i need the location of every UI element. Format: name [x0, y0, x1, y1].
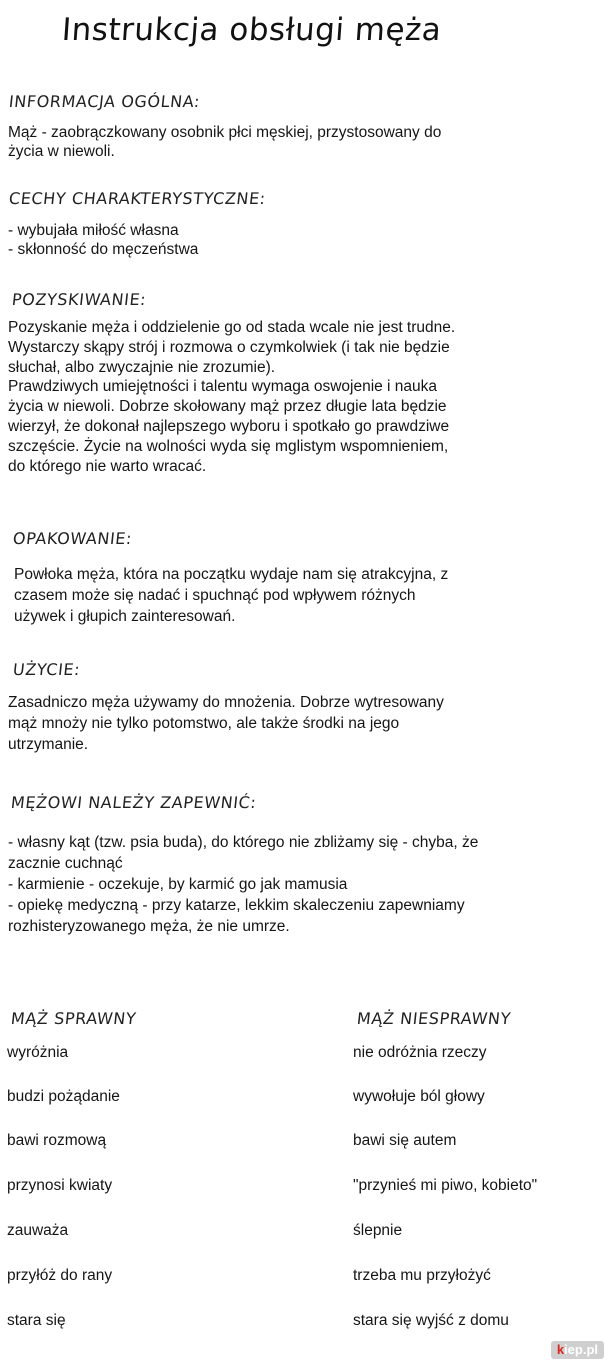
watermark-rest: iep.pl: [564, 1342, 598, 1357]
section-heading-opakowanie: OPAKOWANIE:: [12, 529, 134, 548]
section-text-zapewnic: [8, 832, 603, 937]
section-text-opakowanie: [14, 564, 609, 627]
comparison-right-cell: bawi się autem: [353, 1132, 457, 1149]
comparison-right-cell: "przynieś mi piwo, kobieto": [353, 1177, 538, 1194]
text-line: - skłonność do męczeństwa: [8, 241, 199, 258]
text-line: mąż mnoży nie tylko potomstwo, ale także środki na jego: [8, 715, 400, 732]
text-line: używek i głupich zainteresowań.: [14, 608, 236, 625]
comparison-row: [0, 1267, 610, 1287]
text-line: szczęście. Życie na wolności wyda się mglistym wspomnieniem,: [8, 437, 449, 455]
text-line: zacznie cuchnąć: [8, 855, 123, 872]
text-line: - opiekę medyczną - przy katarze, lekkim skaleczeniu zapewniamy: [8, 897, 465, 914]
text-line: Prawdziwych umiejętności i talentu wymaga oswojenie i nauka: [8, 378, 438, 396]
text-line: wierzył, że dokonał najlepszego wyboru i spotkało go prawdziwe: [8, 417, 450, 435]
section-heading-cechy: CECHY CHARAKTERYSTYCZNE:: [8, 189, 267, 208]
text-line: utrzymanie.: [8, 736, 89, 753]
text-line: Zasadniczo męża używamy do mnożenia. Dobrze wytresowany: [8, 694, 444, 711]
comparison-heading-niesprawny: MĄŻ NIESPRAWNY: [356, 1009, 512, 1028]
section-text-informacja: [8, 123, 603, 161]
comparison-left-cell: zauważa: [7, 1222, 69, 1239]
watermark-k: k: [556, 1342, 565, 1357]
comparison-left-cell: bawi rozmową: [7, 1132, 107, 1149]
text-line: - własny kąt (tzw. psia buda), do którego nie zbliżamy się - chyba, że: [8, 834, 479, 851]
comparison-right-cell: nie odróżnia rzeczy: [353, 1044, 487, 1061]
comparison-row: [0, 1088, 610, 1108]
section-text-cechy: [8, 221, 603, 259]
text-line: Powłoka męża, która na początku wydaje nam się atrakcyjna, z: [14, 566, 449, 583]
comparison-row: [0, 1312, 610, 1332]
text-line: Pozyskanie męża i oddzielenie go od stada wcale nie jest trudne.: [8, 319, 456, 336]
comparison-left-cell: wyróżnia: [7, 1044, 69, 1061]
section-heading-uzycie: UŻYCIE:: [12, 660, 82, 679]
site-watermark: [551, 1341, 604, 1359]
comparison-left-cell: budzi pożądanie: [7, 1088, 120, 1105]
page-title: Instrukcja obsługi męża: [60, 12, 443, 48]
comparison-row: [0, 1222, 610, 1242]
text-line: - wybujała miłość własna: [8, 222, 179, 239]
comparison-row: [0, 1132, 610, 1152]
comparison-left-cell: przynosi kwiaty: [7, 1177, 113, 1194]
text-line: Wystarczy skąpy strój i rozmowa o czymkolwiek (i tak nie będzie: [8, 338, 450, 356]
comparison-left-cell: przyłóż do rany: [7, 1267, 113, 1284]
comparison-right-cell: ślepnie: [353, 1222, 403, 1239]
section-heading-informacja: INFORMACJA OGÓLNA:: [8, 92, 202, 111]
section-text-pozyskiwanie: [8, 318, 603, 476]
comparison-right-cell: wywołuje ból głowy: [353, 1088, 485, 1105]
text-line: słuchał, albo zwyczajnie nie zrozumie).: [8, 358, 276, 376]
comparison-left-cell: stara się: [7, 1312, 66, 1329]
section-heading-pozyskiwanie: POZYSKIWANIE:: [11, 290, 148, 309]
comparison-right-cell: trzeba mu przyłożyć: [353, 1267, 491, 1284]
text-line: czasem może się nadać i spuchnąć pod wpływem różnych: [14, 587, 416, 604]
text-line: rozhisteryzowanego męża, że nie umrze.: [8, 918, 290, 935]
comparison-heading-sprawny: MĄŻ SPRAWNY: [10, 1009, 138, 1028]
text-line: życia w niewoli.: [8, 143, 115, 160]
comparison-row: [0, 1044, 610, 1064]
text-line: Mąż - zaobrączkowany osobnik płci męskiej, przystosowany do: [8, 124, 442, 141]
comparison-right-cell: stara się wyjść z domu: [353, 1312, 509, 1329]
text-line: życia w niewoli. Dobrze skołowany mąż przez długie lata będzie: [8, 398, 447, 416]
text-line: - karmienie - oczekuje, by karmić go jak mamusia: [8, 876, 348, 893]
text-line: do którego nie warto wracać.: [8, 457, 207, 475]
comparison-row: [0, 1177, 610, 1197]
section-text-uzycie: [8, 692, 603, 755]
section-heading-zapewnic: MĘŻOWI NALEŻY ZAPEWNIĆ:: [10, 793, 258, 812]
